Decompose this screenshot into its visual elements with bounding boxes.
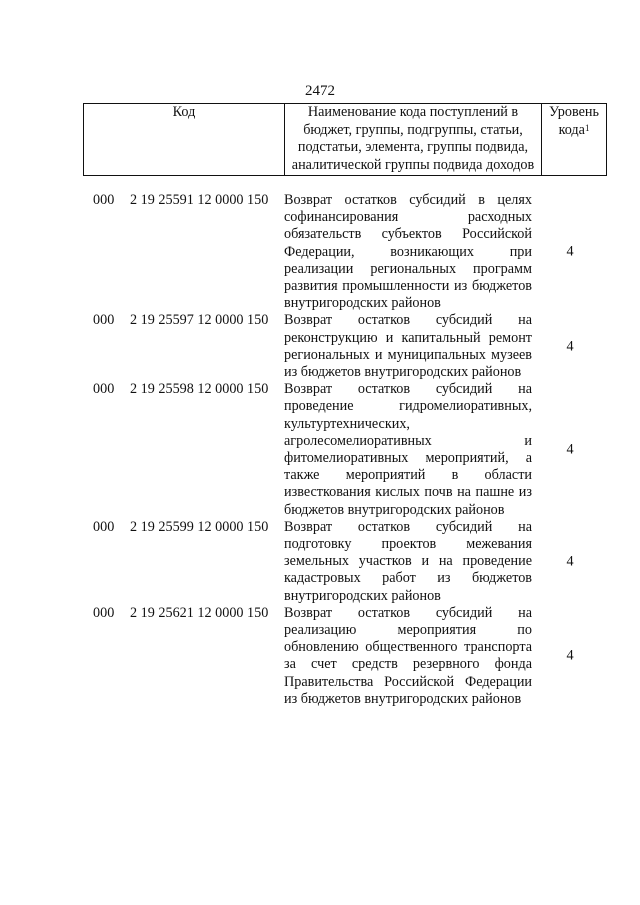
header-row [84,104,607,176]
income-code: 2 19 25599 12 0000 150 [130,518,269,535]
income-description: Возврат остатков субсидий на реализацию мероприятия по обновлению общественного транспорта за счет средств резервного фонда Правительства Российской Федерации из бюджетов внутригородских районов [284,604,532,707]
header-code-cell [84,104,285,176]
admin-code: 000 [93,518,115,535]
income-code: 2 19 25621 12 0000 150 [130,604,269,621]
code-level: 4 [566,647,574,664]
table-row [0,519,640,605]
income-code: 2 19 25598 12 0000 150 [130,381,269,398]
income-description: Возврат остатков субсидий в целях софинансирования расходных обязательств субъектов Российской Федерации, возникающих при реализации региональных программ развития промышленности из бюджетов внутригородских районов [284,192,532,312]
footnote-marker: 1 [584,122,590,133]
income-code: 2 19 25591 12 0000 150 [130,192,269,208]
admin-code: 000 [93,312,115,329]
income-description: Возврат остатков субсидий на реконструкцию и капитальный ремонт региональных и муниципальных музеев из бюджетов внутригородских районов [284,312,532,381]
header-table [83,103,607,176]
header-name-label: Наименование кода поступлений в бюджет, группы, подгруппы, статьи, подстатьи, элемента, группы подвида, аналитической группы подвида доходов [291,104,535,173]
table-row [0,192,640,312]
income-codes-list [0,192,640,708]
income-description: Возврат остатков субсидий на подготовку проектов межевания земельных участков и на проведение кадастровых работ из бюджетов внутригородских районов [284,518,532,604]
header-name-cell [285,104,542,176]
header-code-label: Код [172,104,196,120]
table-row [0,605,640,708]
table-row [0,381,640,519]
code-level: 4 [566,553,574,570]
admin-code: 000 [93,192,115,208]
table-row [0,312,640,381]
code-level: 4 [566,338,574,355]
income-description: Возврат остатков субсидий на проведение гидромелиоративных, культуртехнических, агролесомелиоративных и фитомелиоративных мероприятий, а также мероприятий в области известкования кислых почв на пашне из бюджетов внутригородских районов [284,381,532,518]
admin-code: 000 [93,381,115,398]
header-level-label: Уровень кода [549,104,599,138]
page-number: 2472 [305,83,335,99]
income-code: 2 19 25597 12 0000 150 [130,312,269,329]
code-level: 4 [566,243,574,260]
header-level-cell [542,104,607,176]
admin-code: 000 [93,604,115,621]
code-level: 4 [566,441,574,458]
